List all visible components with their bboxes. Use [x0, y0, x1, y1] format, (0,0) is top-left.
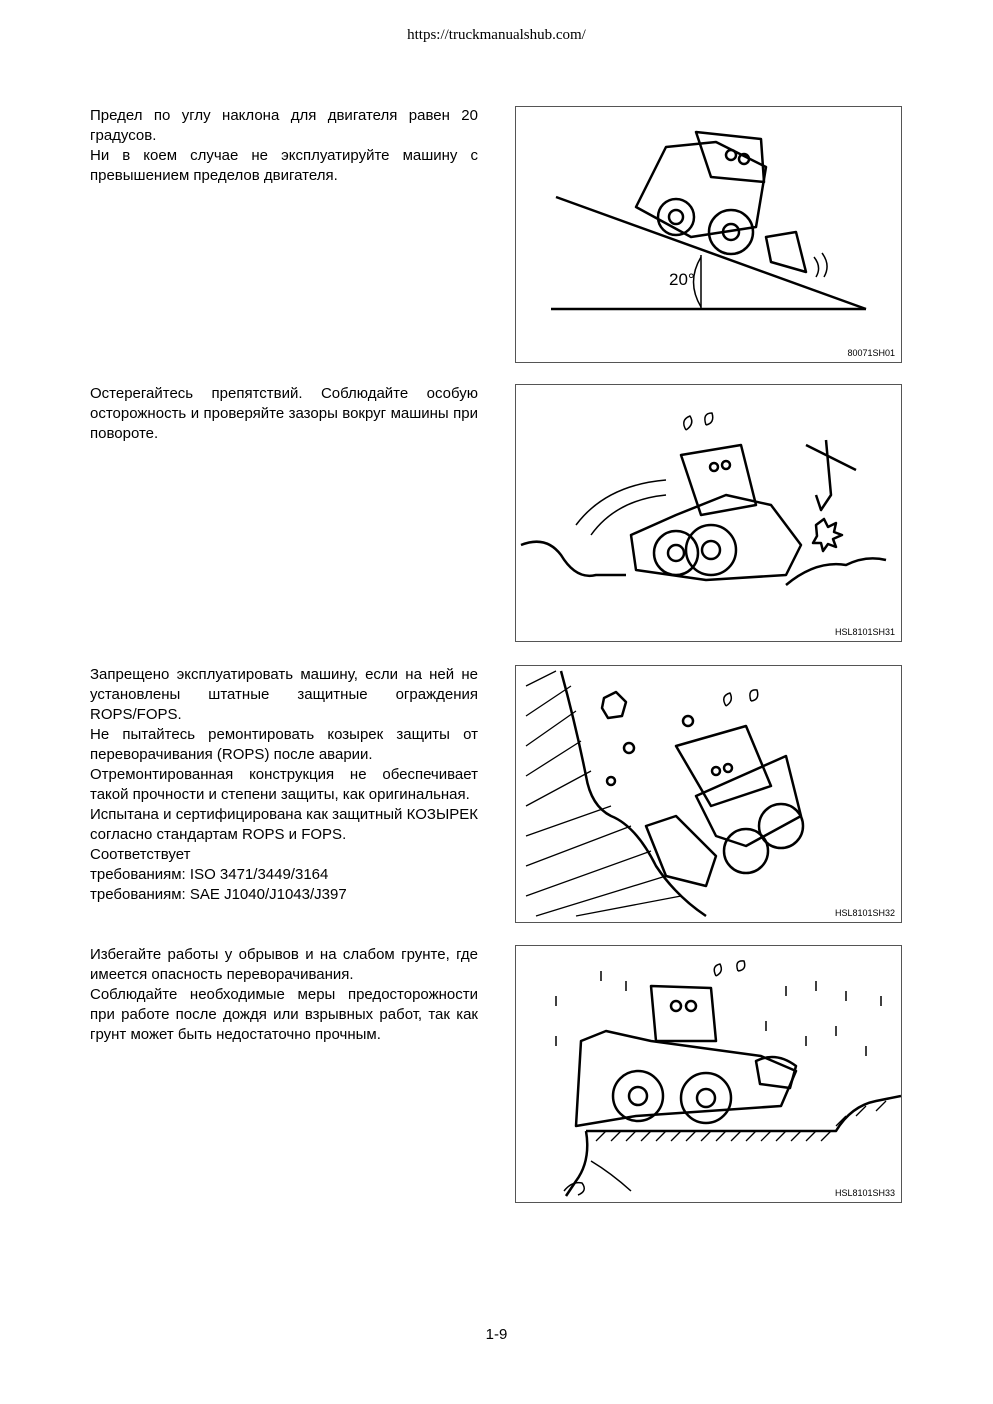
figure-obstacle-illustration — [515, 384, 902, 642]
figure-caption: HSL8101SH32 — [834, 908, 895, 918]
paragraph: Не пытайтесь ремонтировать козырек защиты от переворачивания (ROPS) после аварии. — [90, 726, 478, 763]
figure-cliff-illustration — [515, 945, 902, 1203]
paragraph: Избегайте работы у обрывов и на слабом грунте, где имеется опасность переворачивания. — [90, 946, 478, 983]
figure-slope-illustration — [515, 106, 902, 363]
paragraph: Отремонтированная конструкция не обеспечивает такой прочности и степени защиты, как оригинальная. — [90, 766, 478, 803]
paragraph: Остерегайтесь препятствий. Соблюдайте особую осторожность и проверяйте зазоры вокруг машины при повороте. — [90, 385, 478, 442]
page-number: 1-9 — [485, 1326, 508, 1343]
figure-caption: HSL8101SH33 — [834, 1188, 895, 1198]
paragraph: Ни в коем случае не эксплуатируйте машину с превышением пределов двигателя. — [90, 147, 478, 184]
slope-loader-illustration — [516, 107, 901, 362]
paragraph: Соблюдайте необходимые меры предосторожности при работе после дождя или взрывных работ, так как грунт может быть недостаточно прочным. — [90, 986, 478, 1043]
obstacle-loader-illustration — [516, 385, 901, 641]
header-url[interactable]: https://truckmanualshub.com/ — [407, 27, 586, 43]
falling-objects-loader-illustration — [516, 666, 901, 922]
cliff-loader-illustration — [516, 946, 901, 1202]
figure-caption: HSL8101SH31 — [834, 627, 895, 637]
paragraph: Запрещено эксплуатировать машину, если на ней не установлены штатные защитные ограждения ROPS/FOPS. — [90, 666, 478, 723]
paragraph: требованиям: ISO 3471/3449/3164 — [90, 866, 329, 883]
paragraph: Испытана и сертифицирована как защитный КОЗЫРЕК согласно стандартам ROPS и FOPS. — [90, 806, 478, 843]
section-text — [90, 384, 478, 444]
figure-caption: 80071SH01 — [847, 348, 895, 358]
angle-label: 20° — [669, 270, 695, 289]
paragraph: Предел по углу наклона для двигателя равен 20 градусов. — [90, 107, 478, 144]
paragraph: требованиям: SAE J1040/J1043/J397 — [90, 886, 347, 903]
paragraph: Соответствует — [90, 846, 191, 863]
figure-falling-objects-illustration — [515, 665, 902, 923]
section-text — [90, 945, 478, 1045]
section-text — [90, 106, 478, 186]
section-text — [90, 665, 478, 905]
